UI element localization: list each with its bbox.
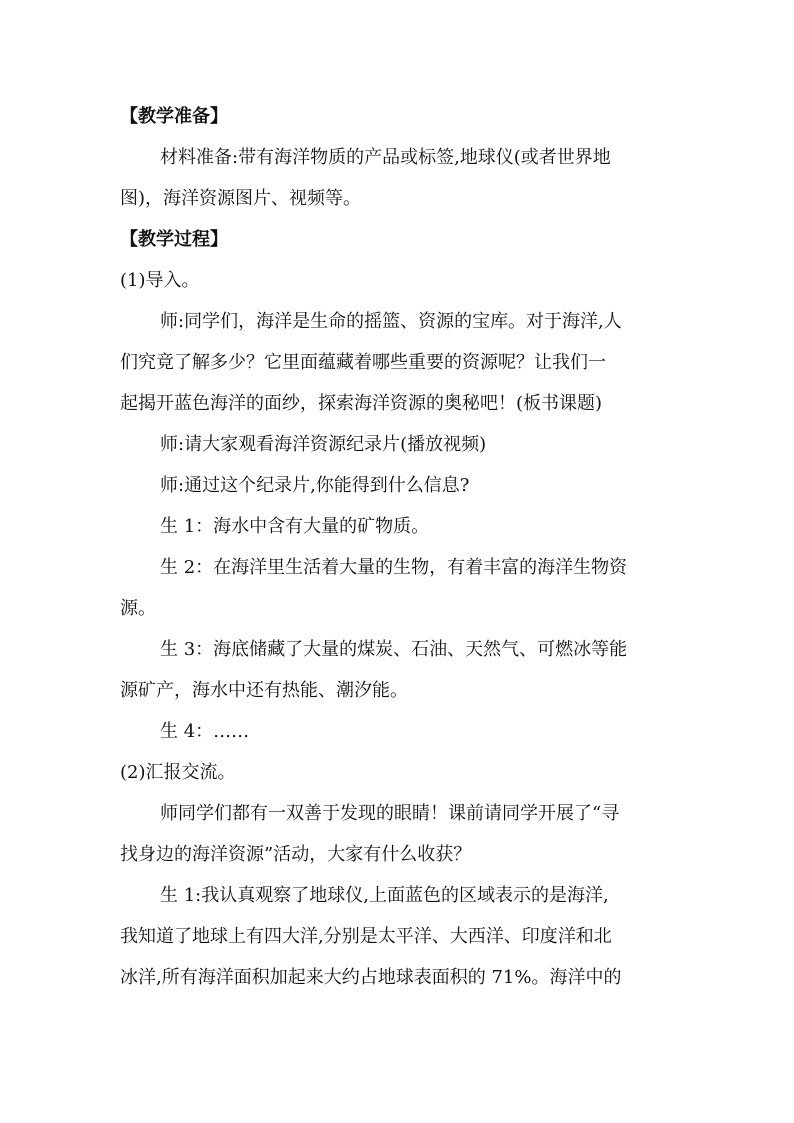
section-heading-process: 【教学过程】 — [120, 229, 228, 250]
paragraph-line: 源。 — [120, 598, 156, 619]
paragraph-line: 师同学们都有一双善于发现的眼睛！课前请同学开展了“寻 — [160, 803, 620, 824]
paragraph-line: 材料准备:带有海洋物质的产品或标签,地球仪(或者世界地 — [160, 147, 611, 168]
section-heading-preparation: 【教学准备】 — [120, 106, 228, 127]
paragraph-line: 源矿产，海水中还有热能、潮汐能。 — [120, 680, 408, 701]
paragraph-line: 生 4：…… — [160, 721, 250, 742]
document-body — [120, 96, 680, 998]
paragraph-line: 起揭开蓝色海洋的面纱，探索海洋资源的奥秘吧！(板书课题) — [120, 393, 603, 414]
paragraph-line: 找身边的海洋资源”活动，大家有什么收获？ — [120, 844, 472, 865]
paragraph-line: 冰洋,所有海洋面积加起来大约占地球表面积的 71%。海洋中的 — [120, 967, 622, 988]
paragraph-line: 我知道了地球上有四大洋,分别是太平洋、大西洋、印度洋和北 — [120, 926, 612, 947]
paragraph-line: 生 3：海底储藏了大量的煤炭、石油、天然气、可燃冰等能 — [160, 639, 628, 660]
paragraph-line: 生 1:我认真观察了地球仪,上面蓝色的区域表示的是海洋, — [160, 885, 609, 906]
paragraph-line: 师:同学们，海洋是生命的摇篮、资源的宝库。对于海洋,人 — [160, 311, 622, 332]
paragraph-line: 图)，海洋资源图片、视频等。 — [120, 188, 362, 209]
paragraph-line: 师:请大家观看海洋资源纪录片(播放视频) — [160, 434, 487, 455]
step-heading-intro: (1)导入。 — [120, 270, 200, 291]
paragraph-line: 师:通过这个纪录片,你能得到什么信息? — [160, 475, 470, 496]
paragraph-line: 生 2：在海洋里生活着大量的生物，有着丰富的海洋生物资 — [160, 557, 628, 578]
paragraph-line: 们究竟了解多少？它里面蕴藏着哪些重要的资源呢？让我们一 — [120, 352, 606, 373]
step-heading-report: (2)汇报交流。 — [120, 762, 236, 783]
paragraph-line: 生 1：海水中含有大量的矿物质。 — [160, 516, 430, 537]
